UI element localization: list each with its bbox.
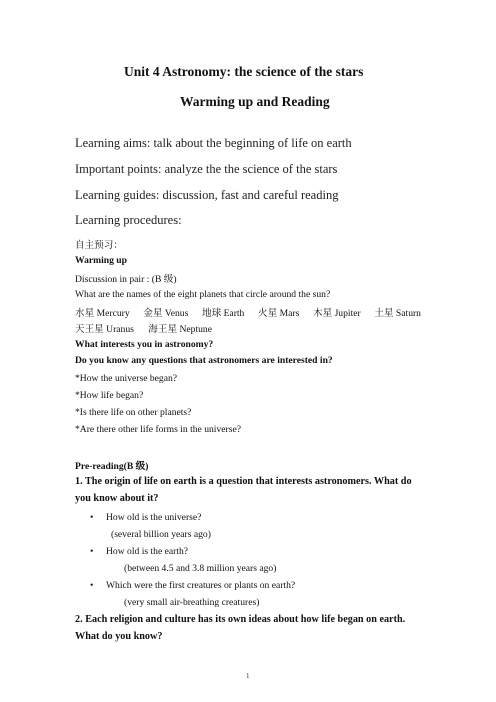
interest-item: *Are there other life forms in the universe? [75, 424, 241, 435]
prereading-q2-line2: What do you know? [75, 631, 163, 642]
warming-up-heading: Warming up [75, 255, 127, 266]
page-subtitle: Warming up and Reading [180, 94, 330, 109]
planet-mars: 火星 Mars [258, 308, 300, 319]
learning-aims: Learning aims: talk about the beginning of life on earth [75, 136, 352, 150]
bullet-question: How old is the earth? [106, 546, 189, 557]
important-points: Important points: analyze the the science of the stars [75, 162, 338, 176]
prereading-q1-line1 [75, 476, 421, 487]
planets-question: What are the names of the eight planets that circle around the sun? [75, 289, 331, 300]
planets-list-line1 [75, 305, 421, 319]
bullet-answer: (between 4.5 and 3.8 million years ago) [124, 563, 277, 574]
planet-jupiter: 木星 Jupiter [312, 308, 361, 319]
preview-label: 自主预习： [75, 240, 123, 251]
planet-venus: 金星 Venus [143, 308, 189, 319]
planet-saturn: 土星 Saturn [374, 308, 421, 319]
interest-item: *How the universe began? [75, 373, 178, 384]
planets-list-line2: 天王星 Uranus 海王星 Neptune [75, 324, 212, 335]
bullet-answer: (very small air-breathing creatures) [124, 597, 260, 608]
prereading-q2-line1: 2. Each religion and culture has its own ideas about how life began on earth. [75, 614, 406, 625]
learning-guides: Learning guides: discussion, fast and careful reading [75, 188, 339, 202]
interests-question-1: What interests you in astronomy? [75, 339, 214, 350]
bullet-mark: • [90, 580, 94, 591]
prereading-q1-text: 1. The origin of life on earth is a question that interests astronomers. What do [75, 476, 412, 487]
bullet-answer: (several billion years ago) [111, 529, 211, 540]
bullet-mark: • [90, 546, 94, 557]
planet-mercury: 水星 Mercury [75, 308, 130, 319]
bullet-question: Which were the first creatures or plants on earth? [106, 580, 296, 591]
prereading-heading: Pre-reading(B 级) [75, 461, 149, 472]
interest-item: *How life began? [75, 390, 144, 401]
bullet-question: How old is the universe? [106, 512, 202, 523]
page-number: 1 [246, 672, 250, 680]
planet-earth: 地球 Earth [201, 308, 245, 319]
discussion-label: Discussion in pair : (B 级) [75, 274, 177, 285]
bullet-mark: • [90, 512, 94, 523]
unit-title: Unit 4 Astronomy: the science of the stars [124, 64, 364, 79]
learning-procedures: Learning procedures: [75, 213, 182, 227]
interest-item: *Is there life on other planets? [75, 407, 192, 418]
interests-question-2: Do you know any questions that astronomers are interested in? [75, 355, 333, 366]
prereading-q1-line2: you know about it? [75, 493, 159, 504]
